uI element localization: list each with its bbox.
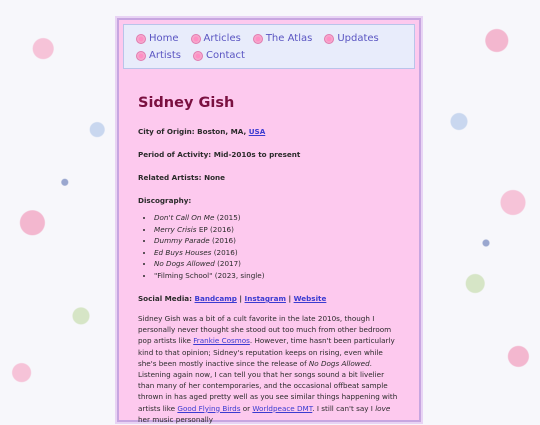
flower-icon — [193, 51, 203, 61]
nav-label: Articles — [203, 33, 241, 44]
list-item — [154, 213, 402, 225]
nav-label: Updates — [337, 33, 379, 44]
list-item — [154, 271, 402, 283]
text-segment: . Listening again now, I can tell you that her songs sound a bit livelier than many of her contemporaries, and the occasional offbeat sample thrown in has aged pretty well as you see similar things happening with artists like — [138, 358, 398, 413]
related-value: None — [204, 173, 226, 182]
list-item — [154, 248, 402, 260]
nav-updates[interactable] — [324, 33, 378, 44]
navigation-bar — [123, 24, 415, 69]
period-line — [138, 150, 402, 159]
origin-line — [138, 127, 402, 136]
social-label: Social Media: — [138, 294, 193, 303]
related-line — [138, 173, 402, 182]
separator: | — [239, 294, 243, 303]
good-flying-birds-link[interactable]: Good Flying Birds — [177, 403, 241, 413]
list-item — [154, 225, 402, 237]
nav-label: Home — [149, 33, 179, 44]
nav-home[interactable] — [136, 33, 179, 44]
worldpeace-dmt-link[interactable]: Worldpeace DMT — [252, 403, 313, 413]
article-content — [119, 73, 419, 425]
instagram-link[interactable]: Instagram — [244, 294, 286, 303]
flower-icon — [136, 34, 146, 44]
album-title: Dummy Parade — [154, 236, 210, 245]
text-segment: or — [240, 403, 253, 413]
origin-city: Boston, MA, — [197, 127, 247, 136]
flower-icon — [253, 34, 263, 44]
album-title: Ed Buys Houses — [154, 247, 212, 257]
discography-list — [138, 213, 402, 282]
bandcamp-link[interactable]: Bandcamp — [194, 294, 237, 303]
related-label: Related Artists: — [138, 173, 202, 182]
album-note: (2015) — [216, 213, 241, 222]
nav-label: Contact — [206, 50, 245, 61]
article-paragraph — [138, 313, 402, 425]
album-note: (2017) — [217, 259, 241, 268]
nav-label: The Atlas — [265, 33, 313, 44]
emphasis: love — [375, 403, 391, 413]
flower-icon — [136, 51, 146, 61]
album-mention: No Dogs Allowed — [308, 358, 370, 368]
website-link[interactable]: Website — [293, 294, 327, 303]
origin-country-link[interactable]: USA — [248, 127, 266, 136]
nav-label: Artists — [149, 50, 181, 61]
period-value: Mid-2010s to present — [213, 150, 301, 159]
album-title: Merry Crisis — [154, 224, 197, 234]
album-note: (2016) — [213, 247, 238, 257]
frankie-cosmos-link[interactable]: Frankie Cosmos — [193, 336, 250, 346]
text-segment: Sidney Gish was a bit of a cult favorite in the late 2010s, though I personally never thought she stood out too much from other bedroom pop artists like — [138, 314, 392, 346]
social-media-line — [138, 294, 402, 303]
page-title: Sidney Gish — [138, 95, 235, 111]
discography-heading: Discography: — [138, 196, 192, 205]
nav-articles[interactable] — [191, 33, 241, 44]
period-label: Period of Activity: — [138, 150, 212, 159]
list-item — [154, 236, 402, 248]
album-title: Don't Call On Me — [154, 213, 215, 222]
list-item — [154, 259, 402, 271]
nav-contact[interactable] — [193, 50, 245, 61]
album-note: EP (2016) — [198, 224, 234, 234]
nav-row-1 — [136, 30, 408, 47]
origin-label: City of Origin: — [138, 127, 195, 136]
single-title: "Filming School" (2023, single) — [154, 270, 265, 280]
separator: | — [288, 294, 292, 303]
nav-the-atlas[interactable] — [253, 33, 312, 44]
nav-artists[interactable] — [136, 50, 181, 61]
text-segment: . However, time hasn't been particularly kind to that opinion; Sidney's reputation keeps on rising, even while she's been mostly inactive since the release of — [138, 336, 395, 368]
text-segment: . I still can't say I — [312, 403, 376, 413]
main-panel — [117, 18, 421, 422]
nav-row-2 — [136, 47, 408, 64]
flower-icon — [324, 34, 334, 44]
album-title: No Dogs Allowed — [154, 259, 215, 268]
text-segment: her music personally — [138, 414, 214, 424]
album-note: (2016) — [212, 236, 236, 245]
flower-icon — [191, 34, 201, 44]
